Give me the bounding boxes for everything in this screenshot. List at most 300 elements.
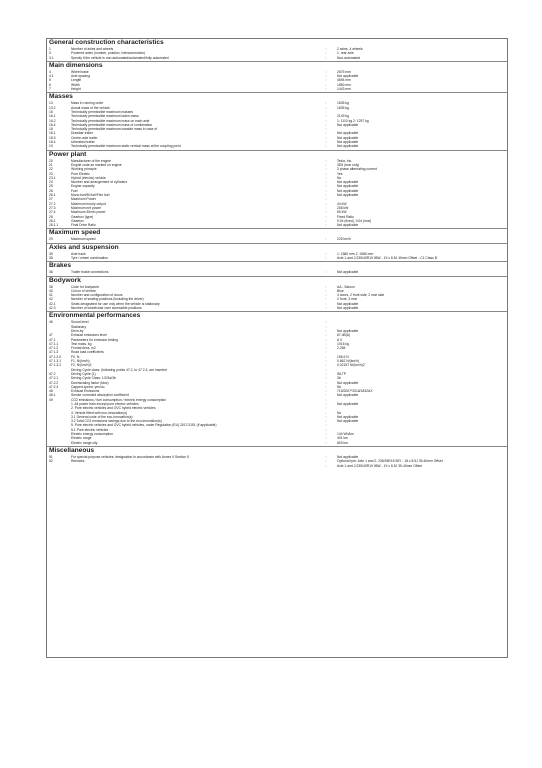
field-number: 1 [49, 47, 51, 51]
field-value: Not applicable [337, 328, 359, 333]
field-separator: : [325, 175, 327, 180]
field-separator: : [325, 47, 327, 51]
field-value: Blue [337, 288, 344, 293]
field-value: 67 dB(A) [337, 333, 351, 338]
field-separator: : [325, 320, 327, 325]
field-label: Technically permissible maximum mass on each axle [71, 118, 150, 123]
field-label: Manufacturer of the engine [71, 158, 111, 163]
field-separator: : [325, 306, 327, 311]
field-separator: : [325, 127, 327, 132]
field-label: Road load coefficients [71, 350, 104, 355]
section-title: General construction characteristics [49, 39, 164, 46]
field-separator: : [325, 135, 327, 140]
field-number: 18.3 [49, 135, 56, 140]
field-number: 16.2 [49, 118, 56, 123]
field-value: 44 kW [337, 201, 347, 206]
field-separator: : [325, 101, 327, 106]
field-number: 28 [49, 214, 53, 219]
field-value: Yes [337, 171, 343, 176]
field-label: Drawbar trailer [71, 131, 93, 136]
section-title: Brakes [47, 261, 507, 270]
field-value: Optional tyre: Axle 1 and 2: 235/45R18 98Y - 18 x 8.5J 35-40mm Offset [337, 459, 443, 464]
field-value: 1: 1580 mm 2: 1580 mm [337, 251, 374, 256]
field-separator: : [325, 463, 327, 468]
field-label: Final Drive Ratio [71, 223, 96, 228]
field-separator: : [325, 184, 327, 189]
field-number: 7 [49, 87, 51, 92]
field-number: 47.1.3 [49, 350, 59, 355]
field-label: Capped speed: yes/no [71, 384, 105, 389]
field-label: Technically permissible maximum towable mass in case of [71, 127, 158, 132]
field-value: Not applicable [337, 419, 359, 424]
field-separator: : [325, 293, 327, 298]
field-number: 20 [49, 158, 53, 163]
field-label: Maximum speed [71, 237, 96, 242]
field-number: 47.1.3.2 [49, 363, 62, 368]
field-number: 48.1 [49, 393, 56, 398]
field-value: Not applicable [337, 122, 359, 127]
field-number: 19 [49, 144, 53, 149]
field-value: 2149 kg [337, 114, 349, 119]
field-value: 1443 mm [337, 87, 351, 92]
field-label: Gearbox (type) [71, 214, 94, 219]
field-number: 42.1 [49, 301, 56, 306]
field-value: 3 phase alternating current [337, 167, 377, 172]
field-label: 1. All power train except pure electric vehicles [71, 402, 139, 406]
field-label: Seats designated for use only when the vehicle is stationary [71, 301, 160, 306]
field-separator: : [325, 359, 327, 364]
field-number [47, 464, 71, 468]
field-label: Smoke corrected absorption coefficient [71, 393, 129, 398]
field-value: No [337, 175, 342, 180]
field-value: Non-automated [337, 55, 361, 60]
field-row [47, 223, 507, 227]
field-number: 4 [49, 69, 51, 74]
field-number: 13.2 [49, 105, 56, 110]
field-number: 47.2 [49, 371, 56, 376]
field-label: Engine code as marked on engine [71, 162, 122, 167]
field-separator: : [325, 297, 327, 302]
field-label: Number of axles and wheels [71, 47, 114, 51]
field-label: Maximum hourly output [71, 201, 106, 206]
field-separator: : [325, 69, 327, 74]
field-separator: : [325, 74, 327, 79]
section-title: Masses [47, 92, 507, 101]
field-value: Not applicable [337, 380, 359, 385]
field-value: Not applicable [337, 184, 359, 189]
field-label: Number and configuration of doors [71, 293, 123, 298]
field-number: 23.1 [49, 175, 56, 180]
field-label: 2. Pure electric vehicles and OVC hybrid electric vehicles [71, 406, 156, 411]
section-title: Maximum speed [47, 228, 507, 237]
field-separator: : [325, 131, 327, 136]
field-label: F1, N/(km/h) [71, 359, 90, 364]
field-value: Not applicable [337, 180, 359, 185]
field-value: 4694 mm [337, 78, 351, 83]
field-label: 5.1 Pure electric vehicles [71, 427, 109, 432]
field-label: For special purpose vehicles: designation in accordance with Annex II Section 5 [71, 454, 189, 459]
field-value: 144 Wh/km [337, 432, 354, 437]
field-number: 6 [49, 82, 51, 87]
field-label: Downscaling factor (fdsc) [71, 380, 109, 385]
field-number: 47.1.2 [49, 346, 59, 351]
field-number: 24 [49, 180, 53, 185]
field-number: 27 [49, 197, 53, 202]
field-value: Not applicable [337, 301, 359, 306]
field-number: 18.1 [49, 131, 56, 136]
field-separator: : [325, 389, 327, 394]
field-label: Number and arrangement of cylinders [71, 180, 128, 185]
field-separator: : [325, 223, 327, 228]
field-number [47, 441, 71, 445]
field-separator: : [325, 284, 327, 289]
field-number: 23 [49, 171, 53, 176]
field-row [47, 464, 507, 468]
field-value: 208 kW [337, 205, 349, 210]
field-label: Technically permissible maximum mass of combination [71, 122, 153, 127]
field-value: 1915 kg [337, 341, 349, 346]
field-label: Exhaust Emissions [71, 389, 100, 394]
field-label: Electric energy consumption [71, 432, 114, 437]
field-label: Unbraked trailer [71, 140, 95, 145]
field-row [47, 144, 507, 148]
field-value: Not applicable [337, 140, 359, 145]
field-separator: : [325, 105, 327, 110]
field-number: 27.4 [49, 210, 56, 215]
field-number: 25 [49, 184, 53, 189]
field-number: 47.1.3.1 [49, 359, 62, 364]
field-separator: : [325, 118, 327, 123]
field-separator: : [325, 333, 327, 338]
field-number: 49 [49, 397, 53, 402]
field-number: 27.3 [49, 205, 56, 210]
field-row [47, 237, 507, 241]
field-value: 2875 mm [337, 69, 351, 74]
field-number: 47.1.1 [49, 341, 59, 346]
field-number: 16.1 [49, 114, 56, 119]
field-separator: : [325, 210, 327, 215]
field-separator: : [325, 397, 327, 402]
field-separator: : [325, 180, 327, 185]
section-title: Bodywork [47, 276, 507, 285]
field-value: Fixed Ratio [337, 214, 354, 219]
field-label: Frontal Area, m2 [71, 346, 96, 351]
field-number: 51 [49, 454, 53, 459]
field-value: Not applicable [337, 306, 359, 311]
field-value: Not applicable [337, 402, 359, 406]
field-label: Number of wheelchair user accessible positions [71, 306, 142, 311]
field-label: 5. Pure electric vehicles and OVC hybrid vehicles, under Regulation (EU) 2017/1151 (if applicable) [71, 423, 217, 428]
field-label: Axle spacing [71, 74, 90, 79]
field-separator: : [325, 367, 327, 372]
field-value: Tesla, Inc. [337, 158, 353, 163]
field-label: Gearbox [71, 218, 84, 223]
field-label: 3.2 Total CO2 emissions savings due to the eco-innovation(s) [71, 419, 162, 424]
field-label: Height [71, 87, 81, 92]
field-value: AA - Saloon [337, 284, 355, 289]
field-separator: : [325, 363, 327, 368]
field-separator: : [325, 414, 327, 419]
field-separator: : [325, 218, 327, 223]
field-value: Not applicable [337, 188, 359, 193]
field-label: Remarks [71, 459, 85, 464]
field-value: 1: 1110 kg 2: 1257 kg [337, 118, 369, 123]
field-number: 48 [49, 389, 53, 394]
field-label: Number of seating positions (including the driver) [71, 297, 144, 302]
field-number: 35 [49, 255, 53, 260]
field-value: 9.04 (fixed), 9.04 (rear) [337, 218, 372, 223]
field-label: CO2 emissions / fuel consumption / electric energy consumption [71, 397, 167, 402]
field-label: Driving Cycle (1) [71, 371, 96, 376]
field-separator: : [325, 380, 327, 385]
field-separator: : [325, 410, 327, 415]
field-value: No [337, 384, 342, 389]
field-value: 1, rear axle [337, 51, 354, 56]
field-number: 36 [49, 270, 53, 275]
field-number: 3.1 [49, 55, 54, 60]
field-label: F0, N: [71, 354, 81, 359]
field-separator: : [325, 140, 327, 145]
field-label: Driving Cycle Class: 1/2/3a/3b [71, 376, 116, 381]
field-row [47, 256, 507, 260]
field-separator: : [325, 87, 327, 92]
field-number: 47.1.3.0 [49, 354, 62, 359]
field-separator: : [325, 459, 327, 464]
field-value: Not applicable [337, 74, 359, 79]
field-number: 41 [49, 293, 53, 298]
field-separator: : [325, 197, 327, 202]
field-number: 26.1 [49, 193, 56, 198]
field-number: 18.4 [49, 140, 56, 145]
field-label: Exhaust emissions level [71, 333, 107, 338]
field-value: 225 km/h [337, 237, 351, 242]
field-separator: : [325, 384, 327, 389]
field-separator: : [325, 454, 327, 459]
field-separator: : [325, 436, 327, 441]
field-value: 491 km [337, 436, 348, 441]
field-separator: : [325, 171, 327, 176]
field-separator: : [325, 55, 327, 60]
field-label: Pure Electric [71, 171, 90, 176]
field-number: 38 [49, 284, 53, 289]
field-label: Engine capacity [71, 184, 95, 189]
field-value: Not applicable [337, 144, 359, 149]
field-value: 4 doors, 2 front side, 2 rear side [337, 293, 385, 298]
field-label: Parameters for emission testing [71, 337, 119, 342]
field-separator: : [325, 237, 327, 242]
field-separator: : [325, 109, 327, 114]
field-label: Working principle [71, 167, 97, 172]
field-value: 0.02157 N/(km/h)2 [337, 363, 365, 368]
field-separator: : [325, 350, 327, 355]
field-value: WLTP [337, 371, 347, 376]
field-row [47, 270, 507, 274]
document-page [46, 38, 508, 658]
field-label: Mass in running order [71, 101, 104, 106]
field-separator: : [325, 406, 327, 411]
field-value: 603 km [337, 440, 348, 445]
field-separator: : [325, 214, 327, 219]
field-label: Mono fuel/Bi fuel/Flex fuel [71, 193, 110, 198]
field-separator: : [325, 205, 327, 210]
field-value: Not applicable [337, 193, 359, 198]
field-label: Electric range [71, 436, 92, 441]
field-separator: : [325, 354, 327, 359]
field-label: Trailer brake connections [71, 270, 109, 275]
field-separator: : [325, 82, 327, 87]
field-label: Tyre / wheel combination [71, 255, 108, 260]
field-number: 47.1 [49, 337, 56, 342]
field-label: Powered axles (number, position, interconnection) [71, 51, 146, 56]
field-label: Specify if the vehicle is non-automated/automated/fully automated [71, 55, 169, 60]
field-separator: : [325, 288, 327, 293]
field-separator: : [325, 51, 327, 56]
field-label: Maximum 30min power [71, 210, 106, 215]
field-label: Colour of vehicle [71, 288, 96, 293]
field-value: 1835 kg [337, 101, 349, 106]
field-separator: : [325, 402, 327, 406]
field-separator: : [325, 337, 327, 342]
field-value: 0.862 N/(km/h) [337, 359, 360, 364]
section-title: Power plant [47, 150, 507, 159]
field-value: No [337, 410, 342, 415]
field-number: 42 [49, 297, 53, 302]
field-value: 2 front, 3 rear [337, 297, 358, 302]
field-value: 158.9 N [337, 354, 349, 359]
field-label: Sound level [71, 320, 89, 325]
field-number: 52 [49, 459, 53, 464]
field-row [47, 56, 507, 60]
field-value: 3D5 (rear only) [337, 162, 360, 167]
section-title: Miscellaneous [47, 446, 507, 455]
field-separator: : [325, 188, 327, 193]
field-separator: : [325, 158, 327, 163]
field-number: 46 [49, 320, 53, 325]
field-number: 22 [49, 167, 53, 172]
field-label: Drive-by [71, 328, 84, 333]
field-separator: : [325, 301, 327, 306]
field-number: 27.2 [49, 201, 56, 206]
field-separator: : [325, 440, 327, 445]
field-value: Not applicable [337, 414, 359, 419]
field-number: 26 [49, 188, 53, 193]
field-label: Stationary [71, 324, 87, 329]
field-number: 47.2.1 [49, 376, 59, 381]
field-separator: : [325, 122, 327, 127]
field-label: Length [71, 78, 82, 83]
field-value: 715/2007*2018/1832AX [337, 389, 373, 394]
field-label: Technically permissible maximum laden mass [71, 114, 139, 119]
field-label: Axle track [71, 251, 86, 256]
field-number: 21 [49, 162, 53, 167]
field-value: 3b [337, 376, 341, 381]
field-label: Test mass, kg [71, 341, 92, 346]
field-label: Wheel base [71, 69, 89, 74]
field-separator: : [325, 419, 327, 424]
field-number: 47.2.2 [49, 380, 59, 385]
field-value: Not applicable [337, 270, 359, 275]
field-label: Code for bodywork [71, 284, 100, 289]
field-separator: : [325, 251, 327, 256]
field-number: 16 [49, 109, 53, 114]
field-number: 42.3 [49, 306, 56, 311]
field-value: Not applicable [337, 131, 359, 136]
field-separator: : [325, 432, 327, 437]
section-title: Main dimensions [47, 61, 507, 70]
section-title: Axles and suspension [47, 243, 507, 252]
field-number: 16.4 [49, 122, 56, 127]
field-separator: : [325, 167, 327, 172]
field-value: Axle 1 and 2:235/40R19 96W - 19 x 8.5J 35-40mm Offset [337, 463, 423, 468]
field-number: 29 [49, 237, 53, 242]
field-separator: : [325, 114, 327, 119]
field-separator: : [325, 324, 327, 329]
field-row [47, 441, 507, 445]
field-separator: : [325, 423, 327, 428]
field-separator: : [325, 201, 327, 206]
field-number: 4.1 [49, 74, 54, 79]
field-value: 1850 mm [337, 82, 351, 87]
field-number: 47 [49, 333, 53, 338]
field-number: 13 [49, 101, 53, 106]
field-separator: : [325, 270, 327, 275]
field-value: Not applicable [337, 454, 359, 459]
section-title: Environmental performances [47, 311, 507, 320]
field-label: Width [71, 82, 80, 87]
field-label: Technically permissible maximum masses [71, 109, 134, 114]
field-label: Electric range city [71, 440, 98, 445]
field-label: Technically permissible maximum static vertical mass at the coupling point [71, 144, 181, 149]
field-value: Not applicable [337, 135, 359, 140]
field-separator: : [325, 144, 327, 149]
field-number: 40 [49, 288, 53, 293]
field-label: F2, N/(km/h)2 [71, 363, 92, 368]
field-separator: : [325, 78, 327, 83]
field-label: Fuel [71, 188, 78, 193]
field-number: 3 [49, 51, 51, 56]
field-row [47, 306, 507, 310]
field-separator: : [325, 193, 327, 198]
field-separator: : [325, 346, 327, 351]
field-value: 2 axles, 4 wheels [337, 47, 363, 51]
field-label [71, 464, 315, 468]
field-number: 5 [49, 78, 51, 83]
field-label: Maximum Power [71, 197, 96, 202]
field-number: 30 [49, 251, 53, 256]
field-value: Not applicable [337, 393, 359, 398]
field-value: Not applicable [337, 223, 359, 228]
field-separator: : [325, 341, 327, 346]
field-value: A X [337, 337, 343, 342]
field-label: Driving Cycle class: (following points 47.2, to 47.2.3, are inserted [71, 367, 167, 372]
field-separator: : [325, 162, 327, 167]
field-value: 2.258 [337, 346, 346, 351]
field-label: 3. Vehicle fitted with eco-innovation(s) [71, 410, 128, 415]
field-number: 28.1 [49, 218, 56, 223]
field-label: Hybrid (electric) vehicle [71, 175, 106, 180]
field-number: 18 [49, 127, 53, 132]
field-label: Actual mass of the vehicle [71, 105, 110, 110]
field-number: 47.2.3 [49, 384, 59, 389]
field-value: 80 kW [337, 210, 347, 215]
field-separator: : [325, 371, 327, 376]
field-value: Axle 1 and 2:235/40R19 96W - 19 x 8.5J 40mm Offset - C1 Class B [337, 255, 437, 260]
field-separator: : [325, 376, 327, 381]
field-separator: : [325, 255, 327, 260]
field-separator: : [325, 427, 327, 432]
field-separator: : [325, 393, 327, 398]
field-separator: : [325, 328, 327, 333]
